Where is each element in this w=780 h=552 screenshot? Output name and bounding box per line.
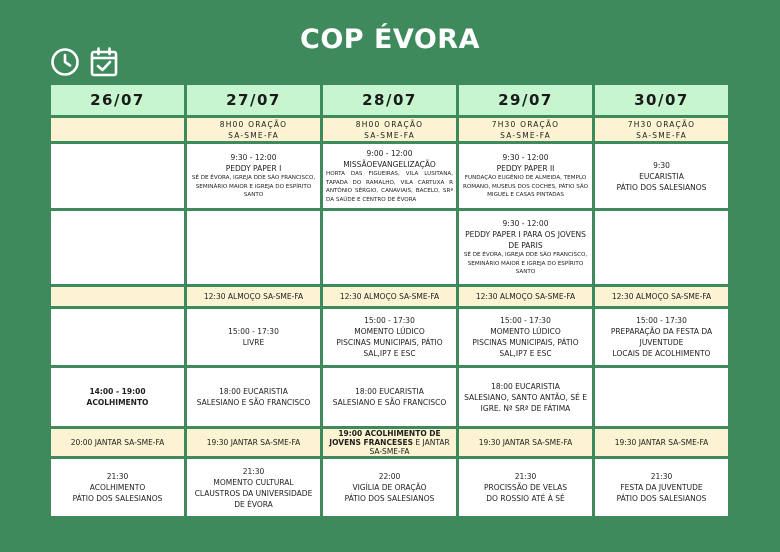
event-name: VIGÍLIA DE ORAÇÃO	[352, 483, 427, 492]
event-time: 21:30	[242, 466, 265, 476]
event-place: PISCINAS MUNICIPAIS, PÁTIO SAL,IP7 E ESC	[336, 338, 443, 358]
event-cell	[594, 143, 730, 210]
empty-cell	[50, 308, 186, 367]
event-time: 21:30	[514, 472, 537, 481]
empty-cell	[50, 210, 186, 286]
header-icons	[50, 47, 118, 77]
event-time: 21:30	[650, 472, 673, 481]
page-title: COP ÉVORA	[300, 24, 480, 55]
event-name: LIVRE	[242, 338, 265, 347]
event-cell	[594, 308, 730, 367]
day-header-row	[50, 84, 730, 117]
event-cell	[50, 458, 186, 518]
day-header: 27/07	[186, 84, 322, 117]
event-time: 9:30 - 12:00	[502, 219, 549, 229]
event-place: PISCINAS MUNICIPAIS, PÁTIO SAL,IP7 E ESC	[472, 338, 579, 358]
lunch-cell: 12:30 ALMOÇO SA-SME-FA	[322, 286, 458, 308]
prayer-time: 7H30 ORAÇÃO	[491, 119, 560, 129]
afternoon-row	[50, 308, 730, 367]
event-place: PÁTIO DOS SALESIANOS	[616, 494, 707, 503]
dinner-cell	[322, 428, 458, 458]
lunch-cell: 12:30 ALMOÇO SA-SME-FA	[594, 286, 730, 308]
event-name: PEDDY PAPER II	[496, 164, 555, 174]
event-time: 18:00 EUCARISTIA	[219, 387, 288, 396]
day-header: 28/07	[322, 84, 458, 117]
prayer-groups: SA-SME-FA	[228, 130, 279, 140]
event-cell	[458, 210, 594, 286]
event-place: PÁTIO DOS SALESIANOS	[616, 182, 707, 192]
morning-row-2	[50, 210, 730, 286]
prayer-groups: SA-SME-FA	[500, 130, 551, 140]
lunch-cell: 12:30 ALMOÇO SA-SME-FA	[458, 286, 594, 308]
event-cell	[186, 308, 322, 367]
prayer-cell	[50, 117, 186, 143]
event-time: 15:00 - 17:30	[500, 316, 551, 325]
prayer-time: 7H30 ORAÇÃO	[627, 119, 696, 129]
prayer-time: 8H00 ORAÇÃO	[219, 119, 288, 129]
event-detail: HORTA DAS FIGUEIRAS, VILA LUSITANA, TAPADA DO RAMALHO, VILA CARTUXA R ANTÓNIO SÉRGIO, CANAVIAIS, BACELO, SRª DA SAÚDE E CENTRO DE ÉVORA	[326, 171, 453, 203]
event-time: 15:00 - 17:30	[636, 316, 687, 325]
prayer-row	[50, 117, 730, 143]
empty-cell	[594, 367, 730, 428]
empty-cell	[186, 210, 322, 286]
prayer-groups: SA-SME-FA	[636, 130, 687, 140]
event-time: 22:00	[378, 472, 401, 481]
event-name: MOMENTO CULTURAL	[213, 477, 294, 487]
prayer-cell	[322, 117, 458, 143]
event-cell	[322, 458, 458, 518]
event-time: 9:30 - 12:00	[230, 153, 277, 163]
event-place: CLAUSTROS DA UNIVERSIDADE DE ÉVORA	[194, 488, 313, 509]
day-header: 30/07	[594, 84, 730, 117]
event-time: 9:30	[653, 160, 670, 170]
event-cell	[186, 367, 322, 428]
empty-cell	[322, 210, 458, 286]
event-cell	[458, 458, 594, 518]
event-name: FESTA DA JUVENTUDE	[620, 483, 703, 492]
prayer-cell	[186, 117, 322, 143]
empty-cell	[594, 210, 730, 286]
event-place: PÁTIO DOS SALESIANOS	[344, 494, 435, 503]
event-cell	[186, 458, 322, 518]
evening-row	[50, 367, 730, 428]
lunch-cell	[50, 286, 186, 308]
dinner-row	[50, 428, 730, 458]
dinner-rest: E JANTAR SA-SME-FA	[369, 438, 450, 456]
day-header: 29/07	[458, 84, 594, 117]
event-cell	[458, 367, 594, 428]
event-cell	[458, 308, 594, 367]
event-time: 9:00 - 12:00	[366, 149, 413, 158]
event-place: SALESIANO E SÃO FRANCISCO	[332, 398, 447, 407]
event-cell	[594, 458, 730, 518]
event-name: PREPARAÇÃO DA FESTA DA JUVENTUDE	[610, 327, 713, 347]
lunch-row	[50, 286, 730, 308]
morning-row-1	[50, 143, 730, 210]
clock-icon	[50, 47, 80, 77]
event-cell	[322, 308, 458, 367]
event-time: 21:30	[106, 472, 129, 481]
event-place: DO ROSSIO ATÉ À SÉ	[486, 494, 565, 503]
dinner-cell: 19:30 JANTAR SA-SME-FA	[594, 428, 730, 458]
event-time: 18:00 EUCARISTIA	[491, 381, 560, 391]
event-name: MOMENTO LÚDICO	[490, 327, 561, 336]
dinner-cell: 19:30 JANTAR SA-SME-FA	[186, 428, 322, 458]
event-name: PROCISSÃO DE VELAS	[483, 483, 568, 492]
event-place: PÁTIO DOS SALESIANOS	[72, 494, 163, 503]
dinner-highlight: 19:00 ACOLHIMENTO DE JOVENS FRANCESES	[329, 429, 441, 447]
event-time: 18:00 EUCARISTIA	[355, 387, 424, 396]
event-time: 15:00 - 17:30	[364, 316, 415, 325]
event-cell	[50, 367, 186, 428]
day-header: 26/07	[50, 84, 186, 117]
event-name: MOMENTO LÚDICO	[354, 327, 425, 336]
event-place: SALESIANO E SÃO FRANCISCO	[196, 398, 311, 407]
dinner-cell: 20:00 JANTAR SA-SME-FA	[50, 428, 186, 458]
event-time: 9:30 - 12:00	[502, 153, 549, 163]
event-name: PEDDY PAPER I	[225, 164, 282, 174]
event-time: 14:00 - 19:00	[89, 387, 146, 396]
prayer-time: 8H00 ORAÇÃO	[355, 119, 424, 129]
event-name: ACOLHIMENTO	[89, 483, 146, 492]
empty-cell	[50, 143, 186, 210]
event-name: PEDDY PAPER I PARA OS JOVENS DE PARIS	[465, 230, 586, 251]
event-place: SALESIANO, SANTO ANTÃO, SÉ E IGRE. Nª SRª DE FÁTIMA	[464, 392, 587, 413]
prayer-groups: SA-SME-FA	[364, 130, 415, 140]
event-name: MISSÃOEVANGELIZAÇÃO	[343, 160, 436, 169]
event-place: LOCAIS DE ACOLHIMENTO	[612, 349, 711, 358]
event-cell	[322, 367, 458, 428]
event-cell	[186, 143, 322, 210]
schedule-table	[48, 82, 731, 519]
event-cell	[322, 143, 458, 210]
prayer-cell	[594, 117, 730, 143]
night-row	[50, 458, 730, 518]
event-detail: SÉ DE ÉVORA, IGREJA DDE SÃO FRANCISCO, SEMINÁRIO MAIOR E IGREJA DO ESPÍRITO SANTO	[463, 252, 588, 276]
dinner-cell: 19:30 JANTAR SA-SME-FA	[458, 428, 594, 458]
calendar-check-icon	[90, 47, 118, 77]
event-detail: SÉ DE ÉVORA, IGREJA DDE SÃO FRANCISCO, SEMINÁRIO MAIOR E IGREJA DO ESPÍRITO SANTO	[191, 175, 316, 199]
event-cell	[458, 143, 594, 210]
event-name: ACOLHIMENTO	[86, 398, 149, 407]
lunch-cell: 12:30 ALMOÇO SA-SME-FA	[186, 286, 322, 308]
prayer-cell	[458, 117, 594, 143]
event-detail: FUNDAÇÃO EUGÉNIO DE ALMEIDA, TEMPLO ROMANO, MUSEUS DOS COCHES, PÁTIO SÃO MIGUEL E CASAS PINTADAS	[462, 175, 589, 199]
event-name: EUCARISTIA	[639, 171, 684, 181]
event-time: 15:00 - 17:30	[228, 327, 279, 336]
